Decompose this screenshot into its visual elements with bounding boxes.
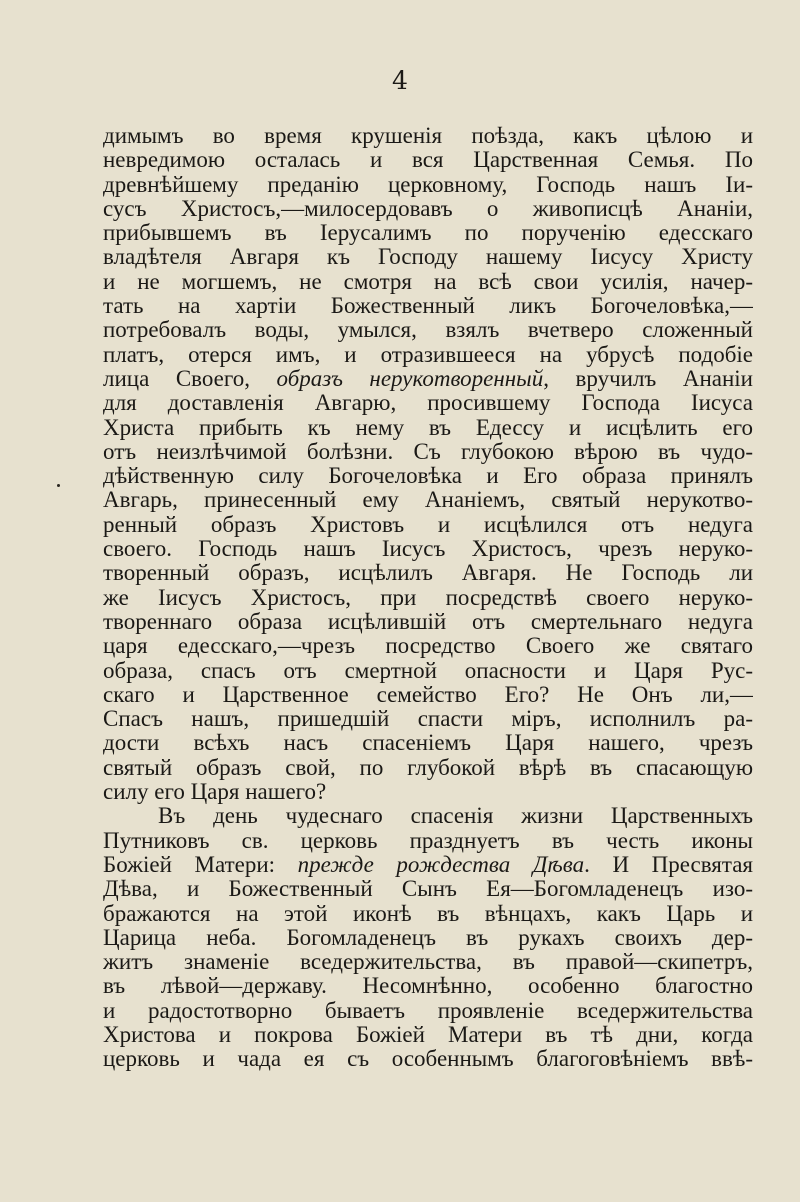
text-line: своего. Господь нашъ Іисусъ Христосъ, чрезъ неруко- [103,537,753,562]
text-line: ренный образъ Христовъ и исцѣлился отъ недуга [103,512,753,537]
text-line: платъ, отерся имъ, и отразившееся на убрусѣ подобіе [103,342,753,367]
text-line: житъ знаменіе вседержительства, въ правой—скипетръ, [103,950,753,975]
text-line: потребовалъ воды, умылся, взялъ вчетверо сложенный [103,318,753,343]
text-line: силу его Царя нашего? [103,780,327,805]
text-line: Дѣва, и Божественный Сынъ Ея—Богомладенецъ изо- [103,877,753,902]
text-line: дости всѣхъ насъ спасеніемъ Царя нашего, чрезъ [103,731,753,756]
text-line: дѣйственную силу Богочеловѣка и Его образа принялъ [103,464,753,489]
text-line: Авгарь, принесенный ему Ананіемъ, святый нерукотво- [103,488,753,513]
text-line: и радостотворно бываетъ проявленіе вседержительства [103,998,753,1023]
text-line: церковь и чада ея съ особеннымъ благоговѣніемъ ввѣ- [103,1047,753,1072]
text-line: же Іисусъ Христосъ, при посредствѣ своего неруко- [103,585,753,610]
text-line: прибывшемъ въ Іерусалимъ по порученію едесскаго [103,221,753,246]
paragraph-first-line: Въ день чудеснаго спасенія жизни Царственныхъ [158,804,753,829]
emphasized-phrase: прежде рождества Дѣва [297,852,585,877]
page-number: 4 [392,66,408,95]
text-line [103,853,753,877]
text-line: образа, спасъ отъ смертной опасности и Царя Рус- [103,658,753,683]
text-segment: . И Пресвятая [584,852,753,877]
text-line: для доставленія Авгарю, просившему Господа Іисуса [103,391,753,416]
text-line: Христова и покрова Божіей Матери въ тѣ дни, когда [103,1022,753,1047]
text-line: въ лѣвой—державу. Несомнѣнно, особенно благостно [103,974,753,999]
text-line: сусъ Христосъ,—милосердовавъ о живописцѣ Ананіи, [103,196,753,221]
text-line: бражаются на этой иконѣ въ вѣнцахъ, какъ Царь и [103,901,753,926]
text-line: Спасъ нашъ, пришедшій спасти міръ, исполнилъ ра- [103,707,753,732]
text-line: скаго и Царственное семейство Его? Не Онъ ли,— [103,682,753,707]
text-line: отъ неизлѣчимой болѣзни. Съ глубокою вѣрою въ чудо- [103,439,753,464]
text-line: Путниковъ св. церковь празднуетъ въ честь иконы [103,828,753,853]
text-segment: Божіей Матери: [103,852,298,877]
text-line: творенный образъ, исцѣлилъ Авгаря. Не Господь ли [103,561,753,586]
text-line: димымъ во время крушенія поѣзда, какъ цѣлою и [103,124,753,148]
text-line: Царица неба. Богомладенецъ въ рукахъ своихъ дер- [103,925,753,950]
text-line: Христа прибыть къ нему въ Едессу и исцѣлить его [103,415,753,440]
body-text [103,124,753,1072]
text-segment: лица Своего, [103,366,277,391]
margin-dot [57,484,60,487]
text-segment: , вручилъ Ананіи [543,366,753,391]
text-line: царя едесскаго,—чрезъ посредство Своего же святаго [103,634,753,659]
text-line [103,367,753,391]
text-line: невредимою осталась и вся Царственная Семья. По [103,148,753,173]
emphasized-phrase: образъ нерукотворенный [276,366,544,391]
text-line: святый образъ свой, по глубокой вѣрѣ въ спасающую [103,755,753,780]
text-line: и не могшемъ, не смотря на всѣ свои усилія, начер- [103,269,753,294]
text-line: тать на хартіи Божественный ликъ Богочеловѣка,— [103,294,753,319]
text-line: древнѣйшему преданію церковному, Господь нашъ Іи- [103,172,753,197]
text-line: твореннаго образа исцѣлившій отъ смертельнаго недуга [103,609,753,634]
text-line: владѣтеля Авгаря къ Господу нашему Іисусу Христу [103,245,753,270]
